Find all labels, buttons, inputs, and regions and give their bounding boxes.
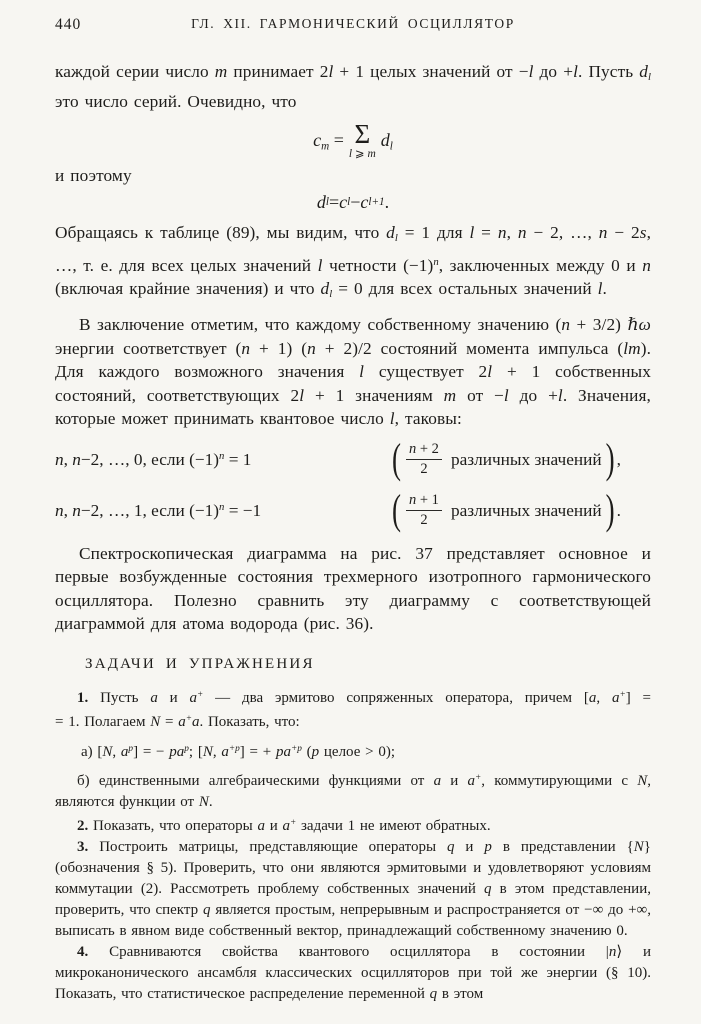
fraction: [406, 492, 442, 528]
problem-2: 2. Показать, что операторы a и a+ задачи 1 не имеют обратных.: [77, 818, 491, 835]
paragraph-table-reference: Обращаясь к таблице (89), мы видим, что $d_l = 1$ для l = n, n − 2, …, n − 2s, …, т. е. для всех целых значений l четности $(-1)^n$, заключенных между 0 и n (включая крайние значения) и что $d_l = 0$ для всех остальных значений l.: [55, 223, 652, 301]
summation-block: [348, 119, 376, 161]
close-paren: ): [605, 435, 615, 483]
equation-punctuation: ,: [616, 449, 621, 469]
equation-left-part: n, n−2, …, 0, если $(-1)^n = 1$: [55, 449, 252, 469]
equation-punctuation: .: [616, 500, 621, 520]
equation-label: различных значений: [450, 500, 602, 520]
problem-3: 3. Построить матрицы, представляющие операторы q и p в представлении {N} (обозначения § 5). Проверить, что они являются эрмитовыми и удовлетворяют условиям коммутации (2). Рассмотреть проблему собственных значений q в этом представлении, проверить, что спектр q является простым, непрерывным и распространяется от −∞ до +∞, выписать в явном виде собственный вектор, принадлежащий собственному значению 0.: [55, 839, 651, 940]
page-number: 440: [55, 16, 82, 33]
fraction-denominator: 2: [420, 461, 428, 478]
chapter-running-head: ГЛ. XII. ГАРМОНИЧЕСКИЙ ОСЦИЛЛЯТОР: [191, 16, 515, 31]
formula-lhs: $c_m$ =: [313, 129, 344, 153]
equation-label: различных значений: [450, 449, 602, 469]
open-paren: (: [392, 486, 401, 534]
fraction-numerator: n + 2: [406, 441, 442, 460]
formula-dl-difference: d l = c l − c l+1 .: [316, 191, 390, 212]
fraction: [406, 441, 442, 477]
sigma-symbol: Σ: [354, 119, 371, 150]
formula-rhs: $d_l$: [380, 129, 393, 153]
problem-1b: б) единственными алгебраическими функциями от a и a+, коммутирующими с N, являются функции от N.: [55, 772, 651, 811]
connector-text: и поэтому: [55, 166, 132, 186]
problem-4: 4. Сравниваются свойства квантового осциллятора в состоянии |n⟩ и микроканонического ансамбля классических осцилляторов при той же энергии (§ 10). Показать, что статистическое распределение переменной q в этом: [55, 944, 652, 1003]
equation-even-parity: [55, 435, 651, 483]
problems-section-heading: ЗАДАЧИ И УПРАЖНЕНИЯ: [85, 655, 315, 672]
fraction-numerator: n + 1: [406, 492, 442, 511]
problems-section: [55, 685, 651, 1006]
formula-cm-sum: [55, 117, 651, 164]
equation-odd-parity: [55, 486, 651, 534]
running-header: [55, 16, 651, 38]
close-paren: ): [605, 486, 615, 534]
fraction-denominator: 2: [420, 512, 428, 529]
paragraph-spectroscopic-diagram: Спектроскопическая диаграмма на рис. 37 представляет основное и первые возбужденные состояния трехмерного изотропного гармонического осциллятора. Полезно сравнить эту диаграмму с соответствующей диаграммой для атома водорода (рис. 36).: [55, 543, 651, 634]
summation-limits: l ⩾ m: [348, 147, 376, 160]
equation-left-part: n, n−2, …, 1, если $(-1)^n = -1$: [55, 500, 262, 520]
paragraph-conclusion: В заключение отметим, что каждому собственному значению (n + 3/2) ℏω энергии соответствует (n + 1) (n + 2)/2 состояний момента импульса (lm). Для каждого возможного значения l существует 2l + 1 собственных состояний, соответствующих 2l + 1 значениям m от −l до +l. Значения, которые может принимать квантовое число l, таковы:: [55, 315, 652, 429]
open-paren: (: [392, 435, 401, 483]
problem-1a: а) [N, $a^p$] = − $pa^p$; [N, $a^{+p}$] = + $pa^{+p}$ (p целое > 0);: [81, 743, 396, 760]
paragraph-series-count: каждой серии число m принимает 2l + 1 целых значений от −l до +l. Пусть $d_l$ это число серий. Очевидно, что: [55, 62, 651, 111]
problem-1-line-1: 1. Пусть a и a+ — два эрмитово сопряженных оператора, причем [a, a+] =: [77, 689, 652, 706]
problem-1-line-2: = 1. Полагаем N = a+a. Показать, что:: [55, 713, 300, 730]
